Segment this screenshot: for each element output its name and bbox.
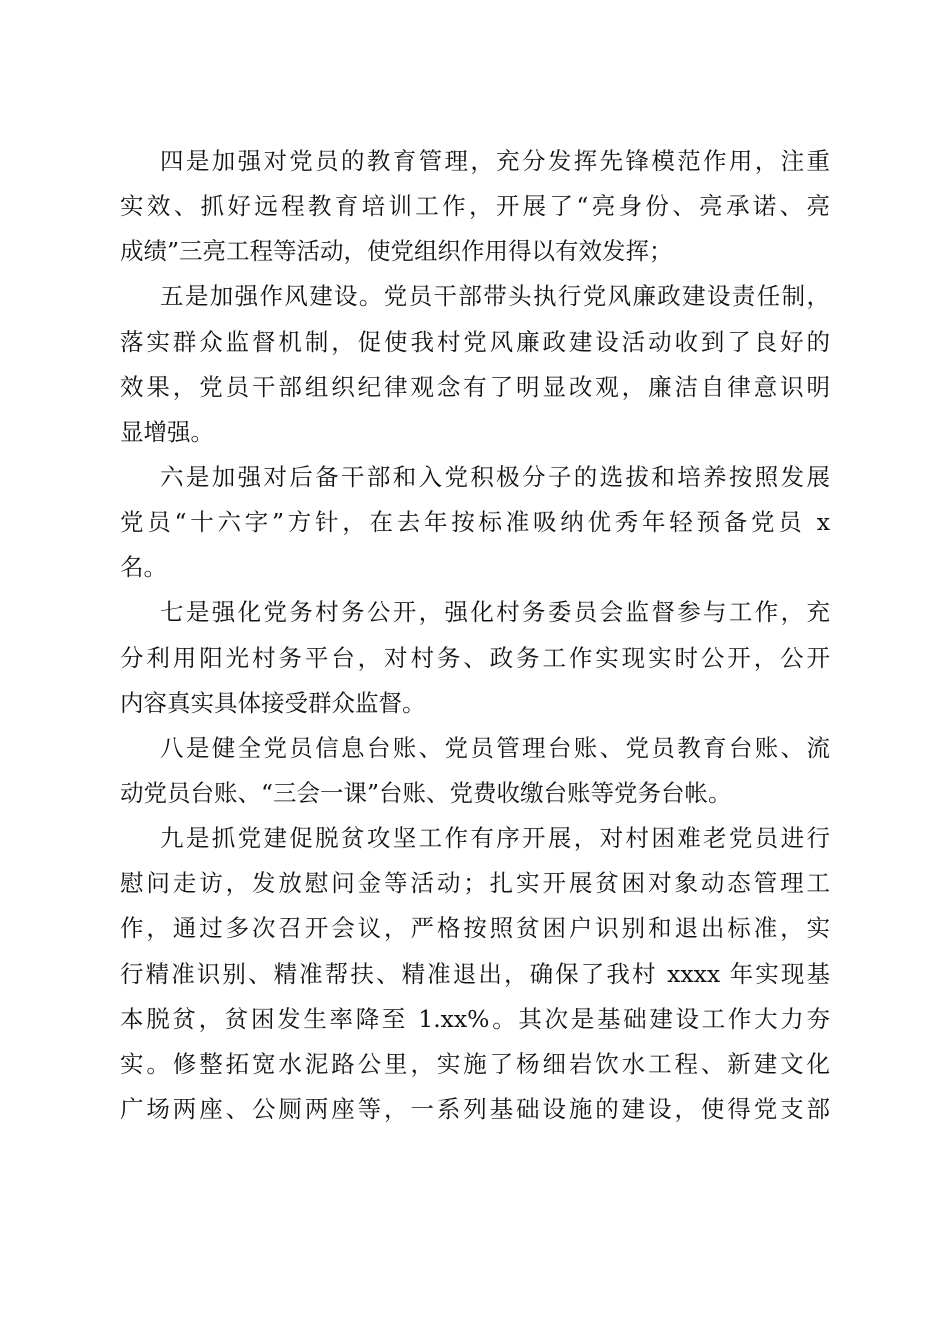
paragraph-line: 实。修整拓宽水泥路公里，实施了杨细岩饮水工程、新建文化 — [120, 1049, 830, 1078]
paragraph-line: 行精准识别、精准帮扶、精准退出，确保了我村 xxxx 年实现基 — [120, 959, 830, 988]
paragraph-line: 作，通过多次召开会议，严格按照贫困户识别和退出标准，实 — [120, 914, 830, 943]
paragraph-7 — [120, 590, 830, 725]
paragraph-line: 五是加强作风建设。党员干部带头执行党风廉政建设责任制， — [160, 282, 830, 311]
paragraph-line: 分利用阳光村务平台，对村务、政务工作实现实时公开，公开 — [120, 643, 830, 672]
paragraph-line: 本脱贫，贫困发生率降至 1.xx%。其次是基础建设工作大力夯 — [120, 1004, 830, 1033]
paragraph-line: 慰问走访，发放慰问金等活动；扎实开展贫困对象动态管理工 — [120, 869, 830, 898]
paragraph-line: 显增强。 — [120, 417, 214, 446]
paragraph-line: 成绩”三亮工程等活动，使党组织作用得以有效发挥； — [120, 237, 673, 266]
paragraph-9 — [120, 816, 830, 1132]
paragraph-line: 六是加强对后备干部和入党积极分子的选拔和培养按照发展 — [160, 462, 830, 491]
paragraph-line: 效果，党员干部组织纪律观念有了明显改观，廉洁自律意识明 — [120, 372, 830, 401]
paragraph-line: 四是加强对党员的教育管理，充分发挥先锋模范作用，注重 — [160, 147, 830, 175]
paragraph-line: 实效、抓好远程教育培训工作，开展了“亮身份、亮承诺、亮 — [120, 192, 830, 221]
paragraph-line: 八是健全党员信息台账、党员管理台账、党员教育台账、流 — [160, 733, 830, 762]
paragraph-line: 内容真实具体接受群众监督。 — [120, 688, 426, 717]
paragraph-line: 九是抓党建促脱贫攻坚工作有序开展，对村困难老党员进行 — [160, 824, 830, 853]
paragraph-line: 七是强化党务村务公开，强化村务委员会监督参与工作，充 — [160, 598, 830, 627]
paragraph-line: 广场两座、公厕两座等，一系列基础设施的建设，使得党支部 — [120, 1094, 830, 1123]
paragraph-line: 动党员台账、“三会一课”台账、党费收缴台账等党务台帐。 — [120, 778, 732, 807]
paragraph-8 — [120, 726, 830, 816]
paragraph-line: 党员“十六字”方针，在去年按标准吸纳优秀年轻预备党员 x — [120, 508, 830, 537]
paragraph-4 — [120, 139, 830, 274]
document-page — [120, 139, 830, 1132]
paragraph-5 — [120, 274, 830, 455]
paragraph-6 — [120, 455, 830, 590]
paragraph-line: 落实群众监督机制，促使我村党风廉政建设活动收到了良好的 — [120, 327, 830, 356]
paragraph-line: 名。 — [120, 553, 167, 582]
